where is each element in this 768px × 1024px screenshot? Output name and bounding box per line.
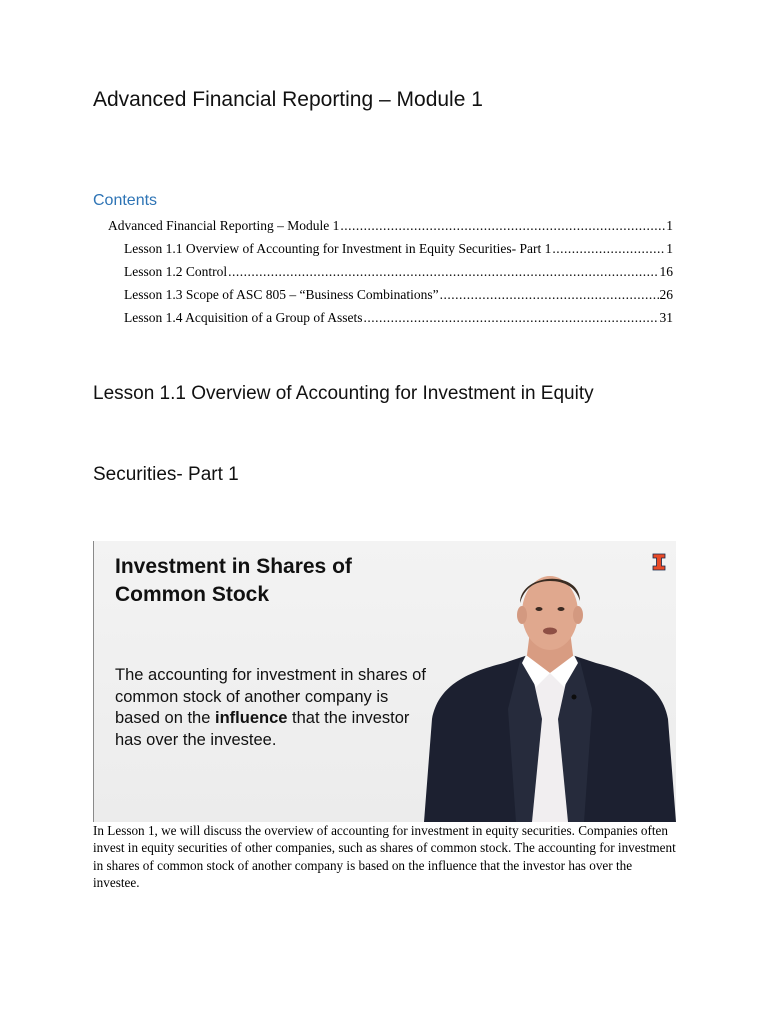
toc-entry-page: 1 bbox=[666, 241, 673, 256]
slide-body-suffix: that the investor has over the investee. bbox=[115, 709, 410, 749]
toc-entry-label: Advanced Financial Reporting – Module 1 bbox=[108, 218, 340, 233]
toc-dot-leader bbox=[552, 237, 665, 260]
contents-heading: Contents bbox=[93, 192, 158, 209]
slide-body-emphasis: influence bbox=[215, 709, 288, 727]
toc-dot-leader bbox=[440, 283, 659, 306]
presenter-image bbox=[424, 569, 676, 822]
lesson-intro-paragraph: In Lesson 1, we will discuss the overview of accounting for investment in equity securities. Companies often invest in equity securities of other companies, such as shares of common stock. The accounting for investment in shares of common stock of another company is based on the influence that the investor has over the investee. bbox=[93, 823, 676, 890]
toc-entry-label: Lesson 1.1 Overview of Accounting for Investment in Equity Securities- Part 1 bbox=[124, 241, 552, 256]
toc-entry-module-1[interactable] bbox=[93, 214, 673, 237]
toc-entry-lesson-1-3[interactable] bbox=[93, 283, 673, 306]
slide-body-prefix: The accounting for investment in shares of common stock of another company is based on the bbox=[115, 666, 426, 727]
toc-entry-lesson-1-1[interactable] bbox=[93, 237, 673, 260]
slide-body bbox=[115, 665, 435, 751]
toc-dot-leader bbox=[228, 260, 658, 283]
toc-entry-page: 26 bbox=[659, 287, 673, 302]
table-of-contents bbox=[93, 214, 673, 329]
toc-entry-label: Lesson 1.2 Control bbox=[124, 264, 228, 279]
toc-entry-label: Lesson 1.3 Scope of ASC 805 – “Business Combinations” bbox=[124, 287, 439, 302]
toc-entry-lesson-1-2[interactable] bbox=[93, 260, 673, 283]
toc-entry-page: 1 bbox=[666, 218, 673, 233]
toc-entry-lesson-1-4[interactable] bbox=[93, 306, 673, 329]
toc-entry-page: 31 bbox=[659, 310, 673, 325]
slide-title: Investment in Shares of Common Stock bbox=[115, 555, 352, 606]
lesson-heading-line-1: Lesson 1.1 Overview of Accounting for Investment in Equity bbox=[93, 383, 594, 404]
toc-dot-leader bbox=[364, 306, 659, 329]
lecture-video-frame[interactable] bbox=[93, 541, 676, 822]
toc-entry-label: Lesson 1.4 Acquisition of a Group of Assets bbox=[124, 310, 363, 325]
lesson-heading-line-2: Securities- Part 1 bbox=[93, 464, 239, 485]
document-title: Advanced Financial Reporting – Module 1 bbox=[93, 88, 483, 111]
toc-entry-page: 16 bbox=[659, 264, 673, 279]
toc-dot-leader bbox=[340, 214, 665, 237]
